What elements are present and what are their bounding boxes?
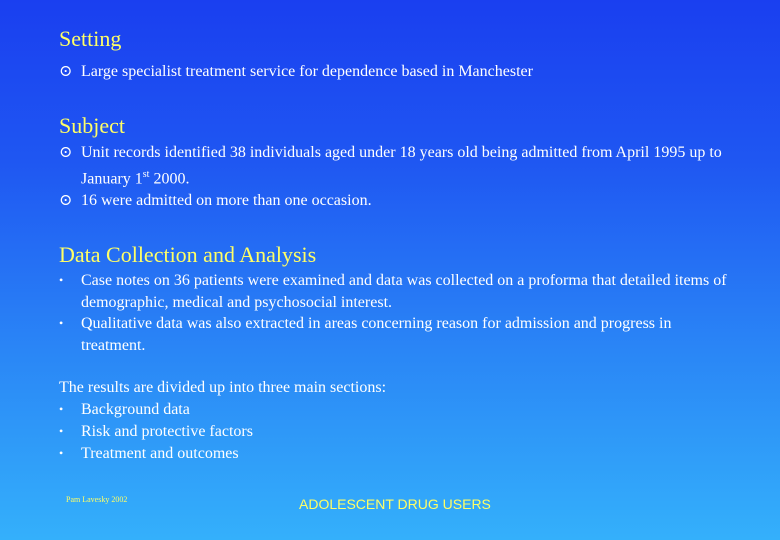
results-intro: The results are divided up into three main sections: [59,379,387,396]
list-item-text: Large specialist treatment service for dependence based in Manchester [81,63,533,80]
list-item [59,313,739,356]
list-item-text: Case notes on 36 patients were examined and data was collected on a proforma that detailed items of demographic, medical and psychosocial interest. [81,272,727,311]
list-item [59,142,739,189]
bullet-icon: ⊙ [59,144,73,161]
bullet-icon: ⊙ [59,192,73,209]
section-title-data-collection: Data Collection and Analysis [59,242,317,267]
list-item [59,399,739,421]
list-item-text: Qualitative data was also extracted in areas concerning reason for admission and progress in treatment. [81,315,672,354]
footer-author: Pam Lavesky 2002 [66,495,128,504]
list-item-text: Background data [81,401,190,418]
list-item [59,190,739,212]
list-item-text-part: Unit records identified 38 individuals aged under 18 years old being admitted from April 1995 up to January 1 [81,144,722,187]
list-item-text: Treatment and outcomes [81,445,239,462]
list-item [59,443,739,465]
list-item-text: Risk and protective factors [81,423,253,440]
bullet-icon: • [59,424,64,438]
bullet-icon: • [59,402,64,416]
superscript-text: st [142,168,150,180]
bullet-icon: • [59,446,64,460]
list-item-text-part: 2000. [149,169,190,187]
bullet-icon: • [59,316,64,330]
bullet-icon: ⊙ [59,63,73,80]
section-title-subject: Subject [59,113,125,138]
bullet-icon: • [59,273,64,287]
list-item [59,270,739,313]
list-item-text: 16 were admitted on more than one occasion. [81,192,372,209]
section-title-setting: Setting [59,26,122,51]
footer-title: ADOLESCENT DRUG USERS [299,496,491,512]
list-item [59,421,739,443]
list-item [59,61,739,83]
list-item-text [81,142,739,189]
